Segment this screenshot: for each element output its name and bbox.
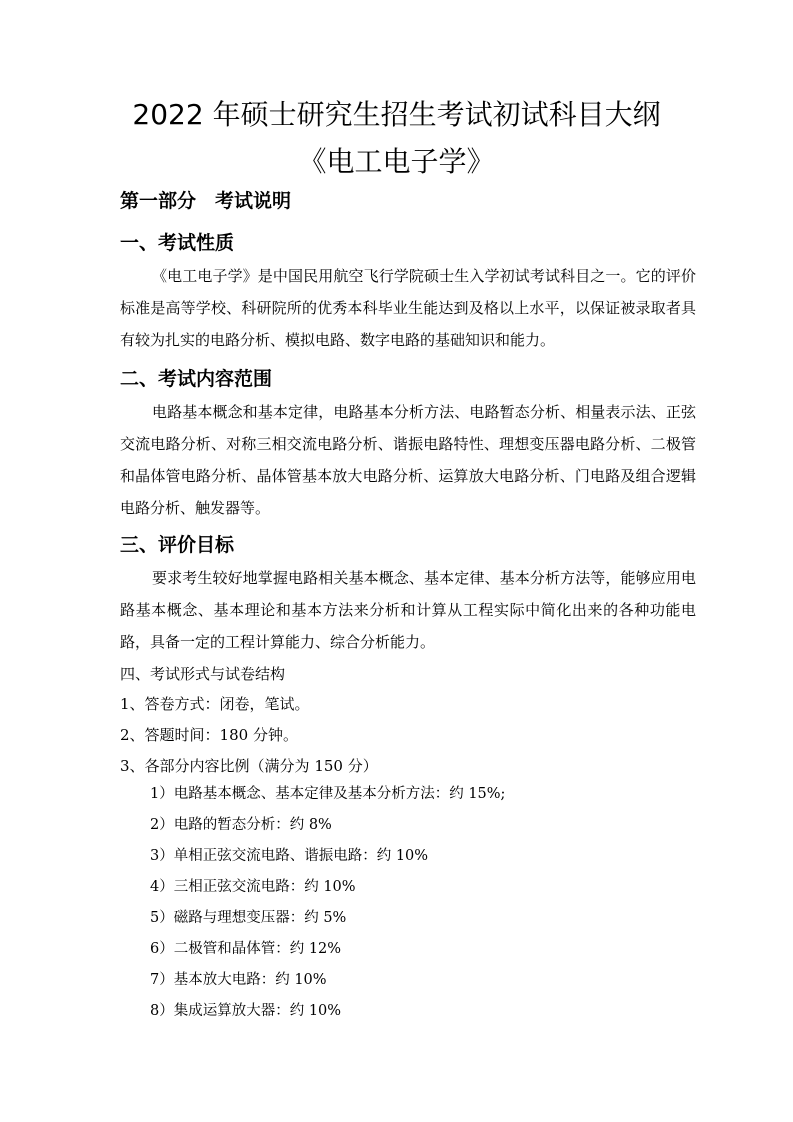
section-heading-evaluation-goals: 三、评价目标 [120,534,235,556]
document-title: 2022 年硕士研究生招生考试初试科目大纲 [132,98,661,131]
part-heading: 第一部分 考试说明 [120,190,292,212]
content-ratio-item: 7）基本放大电路：约 10% [150,972,327,988]
content-ratio-item: 3）单相正弦交流电路、谐振电路：约 10% [150,848,429,864]
document-subtitle: 《电工电子学》 [298,145,495,178]
content-ratio-item: 6）二极管和晶体管：约 12% [150,941,342,957]
exam-time-line: 2、答题时间：180 分钟。 [120,726,298,744]
exam-format-line: 1、答卷方式：闭卷，笔试。 [120,695,310,713]
content-ratio-item: 1）电路基本概念、基本定律及基本分析方法：约 15%; [150,786,506,802]
section-heading-exam-format: 四、考试形式与试卷结构 [120,665,286,683]
content-ratio-item: 2）电路的暂态分析：约 8% [150,817,332,833]
content-ratio-item: 8）集成运算放大器：约 10% [150,1003,342,1019]
section-heading-exam-scope: 二、考试内容范围 [120,368,273,390]
section-paragraph-evaluation-goals: 要求考生较好地掌握电路相关基本概念、基本定律、基本分析方法等，能够应用电路基本概念、基本理论和基本方法来分析和计算从工程实际中简化出来的各种功能电路，具备一定的工程计算能力、综合分析能力。 [120,569,696,651]
section-paragraph-exam-scope: 电路基本概念和基本定律，电路基本分析方法、电路暂态分析、相量表示法、正弦交流电路分析、对称三相交流电路分析、谐振电路特性、理想变压器电路分析、二极管和晶体管电路分析、晶体管基本放大电路分析、运算放大电路分析、门电路及组合逻辑电路分析、触发器等。 [120,403,696,517]
section-paragraph-exam-nature: 《电工电子学》是中国民用航空飞行学院硕士生入学初试考试科目之一。它的评价标准是高等学校、科研院所的优秀本科毕业生能达到及格以上水平，以保证被录取者具有较为扎实的电路分析、模拟电路、数字电路的基础知识和能力。 [120,267,696,349]
content-ratio-item: 4）三相正弦交流电路：约 10% [150,879,356,895]
content-ratio-heading: 3、各部分内容比例（满分为 150 分） [120,757,378,775]
content-ratio-item: 5）磁路与理想变压器：约 5% [150,910,347,926]
section-heading-exam-nature: 一、考试性质 [120,232,235,254]
